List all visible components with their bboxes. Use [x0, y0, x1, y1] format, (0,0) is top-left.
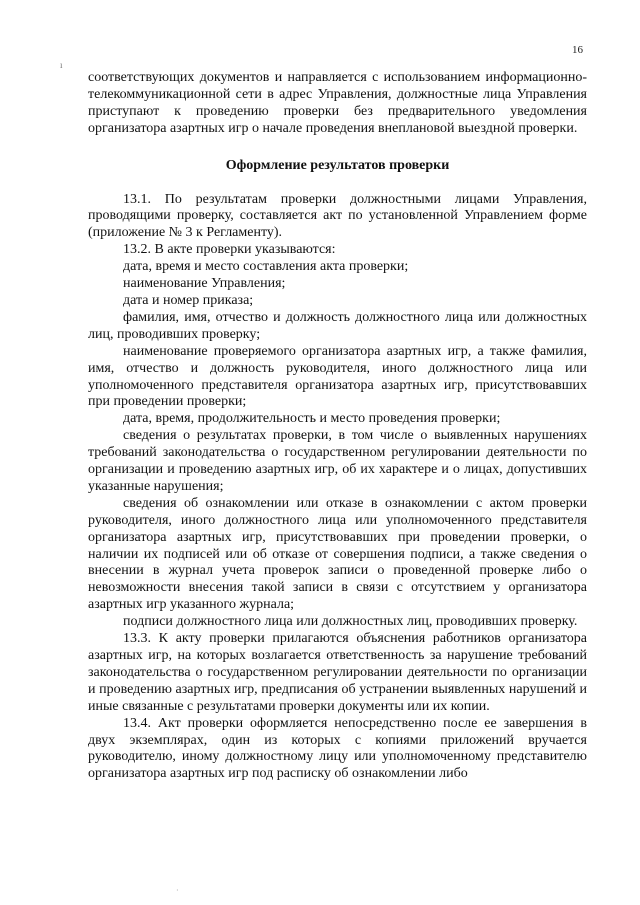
- paragraph-13-4: 13.4. Акт проверки оформляется непосредственно после ее завершения в двух экземплярах, один из которых с копиями приложений вручается руководителю, иному должностному лицу или уполномоченному представителю организатора азартных игр под расписку об ознакомлении либо: [88, 715, 587, 782]
- page-number: 16: [572, 44, 583, 56]
- document-body: [88, 70, 587, 783]
- list-item-act-date: дата, время и место составления акта проверки;: [123, 259, 409, 275]
- paragraph-13-3: 13.3. К акту проверки прилагаются объяснения работников организатора азартных игр, на которых возлагается ответственность за нарушение требований законодательства о государственном регулировании деятельности по организации и проведению азартных игр, предписания об устранении выявленных нарушений и иные связанные с результатами проверки документы или их копии.: [88, 631, 587, 714]
- list-item-department-name: наименование Управления;: [123, 276, 286, 292]
- list-item-inspection-time: дата, время, продолжительность и место проведения проверки;: [123, 411, 501, 427]
- paragraph-continuation: соответствующих документов и направляется с использованием информационно-телекоммуникационной сети в адрес Управления, должностные лица Управления приступают к проведению проверки без предварительного уведомления организатора азартных игр о начале проведения внеплановой выездной проверки.: [88, 70, 587, 136]
- bottom-mark: ·: [176, 886, 179, 895]
- paragraph-13-1: 13.1. По результатам проверки должностными лицами Управления, проводящими проверку, составляется акт по установленной Управлением форме (приложение № 3 к Регламенту).: [88, 191, 587, 241]
- list-item-organizer-name: наименование проверяемого организатора азартных игр, а также фамилия, имя, отчество и должность руководителя, иного должностного лица или уполномоченного представителя организатора азартных игр, присутствовавших при проведении проверки;: [88, 343, 587, 410]
- paragraph-13-2: 13.2. В акте проверки указываются:: [123, 242, 336, 258]
- section-heading: Оформление результатов проверки: [225, 157, 450, 173]
- list-item-acknowledgement: сведения об ознакомлении или отказе в ознакомлении с актом проверки руководителя, иного должностного лица или уполномоченного представителя организатора азартных игр, присутствовавших при проведении проверки, о наличии их подписей или об отказе от совершения подписи, а также сведения о внесении в журнал учета проверок записи о проведенной проверке либо о невозможности внесения такой записи в связи с отсутствием у организатора азартных игр указанного журнала;: [88, 495, 587, 613]
- list-item-signatures: подписи должностного лица или должностных лиц, проводивших проверку.: [123, 614, 578, 630]
- list-item-order-date: дата и номер приказа;: [123, 292, 254, 308]
- list-item-inspector-names: фамилия, имя, отчество и должность должностного лица или должностных лиц, проводивших проверку;: [88, 309, 587, 342]
- margin-mark: ı: [60, 60, 63, 70]
- list-item-inspection-results: сведения о результатах проверки, в том числе о выявленных нарушениях требований законодательства о государственном регулировании деятельности по организации и проведению азартных игр, об их характере и о лицах, допустивших указанные нарушения;: [88, 428, 587, 494]
